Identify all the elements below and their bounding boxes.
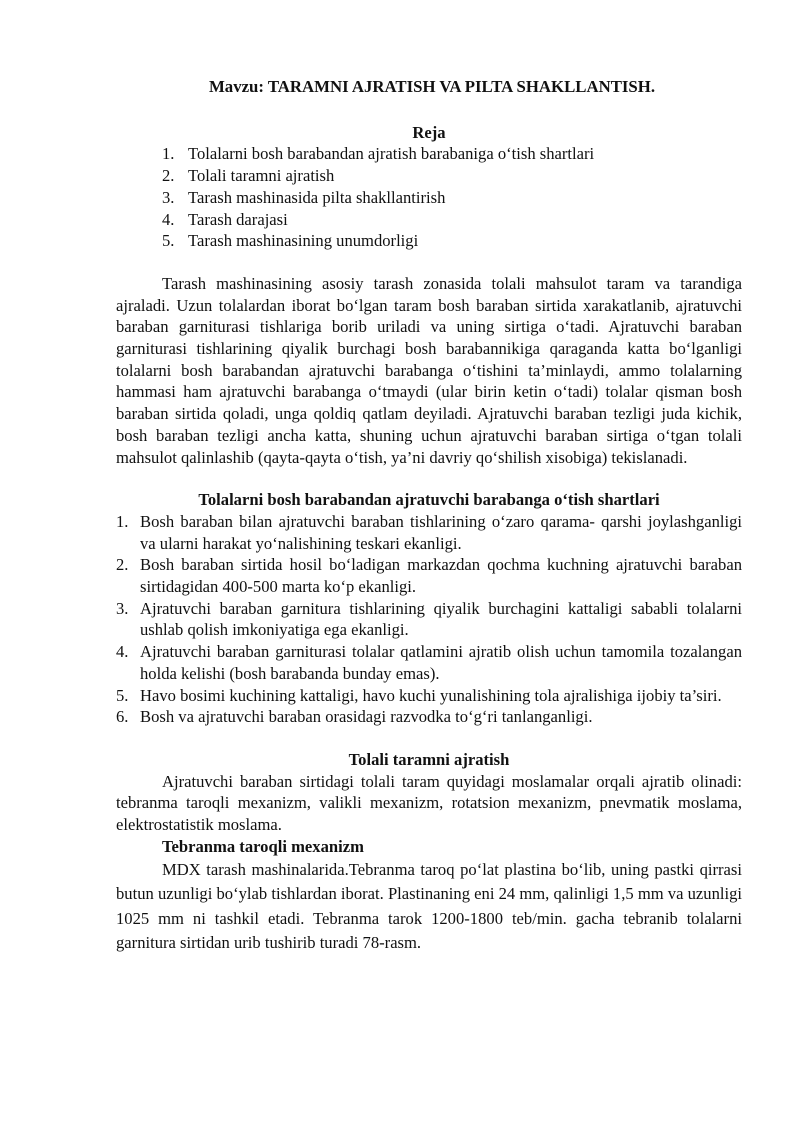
tebranma-paragraph: MDX tarash mashinalarida.Tebranma taroq po‘lat plastina bo‘lib, uning pastki qirrasi butun uzunligi bo‘ylab tishlardan iborat. Plastinaning eni 24 mm, qalinligi 1,5 mm va uzunligi 1025 mm ni tashkil etadi. Tebranma tarok 1200-1800 teb/min. gacha tebranib tolalarni garnitura sirtidan urib tushirib turadi 78-rasm. xyxy=(116,859,742,952)
tebranma-heading: Tebranma taroqli mexanizm xyxy=(162,836,364,856)
taram-paragraph: Ajratuvchi baraban sirtidagi tolali taram quyidagi moslamalar orqali ajratib olinadi: tebranma taroqli mexanizm, valikli mexanizm, rotatsion mexanizm, pnevmatik moslama, elektrostatistik moslama. xyxy=(116,771,742,835)
reja-list xyxy=(162,143,742,252)
condition-text: Havo bosimi kuchining kattaligi, havo kuchi yunalishining tola ajralishiga ijobiy ta’siri. xyxy=(140,685,722,705)
condition-text: Bosh va ajratuvchi baraban orasidagi razvodka to‘g‘ri tanlanganligi. xyxy=(140,707,593,727)
reja-item xyxy=(162,230,742,252)
condition-item xyxy=(116,706,742,728)
condition-item xyxy=(116,641,742,684)
condition-text: Ajratuvchi baraban garnitura tishlarining qiyalik burchagini kattaligi sababli tolalarni ushlab qolish imkoniyatiga ega ekanligi. xyxy=(140,598,742,640)
conditions-heading: Tolalarni bosh barabandan ajratuvchi barabanga o‘tish shartlari xyxy=(198,490,660,510)
condition-item xyxy=(116,554,742,597)
reja-item-text: Tolali taramni ajratish xyxy=(188,166,335,186)
conditions-list xyxy=(116,511,742,728)
list-number: 5. xyxy=(116,685,129,705)
reja-item-text: Tarash mashinasida pilta shakllantirish xyxy=(188,187,446,207)
condition-text: Bosh baraban sirtida hosil bo‘ladigan markazdan qochma kuchning ajratuvchi baraban sirtidagidan 400-500 marta ko‘p ekanligi. xyxy=(140,555,742,597)
reja-item xyxy=(162,165,742,187)
condition-item xyxy=(116,511,742,554)
taram-heading: Tolali taramni ajratish xyxy=(348,749,510,769)
condition-item xyxy=(116,685,742,707)
condition-item xyxy=(116,598,742,641)
list-number: 2. xyxy=(116,555,129,575)
reja-item-text: Tarash darajasi xyxy=(188,209,288,229)
intro-paragraph: Tarash mashinasining asosiy tarash zonasida tolali mahsulot taram va tarandiga ajraladi. Uzun tolalardan iborat bo‘lgan taram bosh baraban sirtida xarakatlanib, ajratuvchi baraban garniturasi tishlariga borib uriladi va uning sirtiga o‘tadi. Ajratuvchi baraban garniturasi tishlarining qiyalik burchagi bosh barabannikiga qaraganda katta bo‘lganligi tolalarni bosh barabandan ajratuvchi barabanga o‘tishini ta’minlaydi, ammo tolalarning hammasi ham ajratuvchi barabanga o‘tmaydi (ular birin ketin o‘tadi) tolalar qisman bosh baraban sirtida qoladi, unga qoldiq qatlam deyiladi. Ajratuvchi baraban tezligi juda kichik, bosh baraban tezligi ancha katta, shuning uchun ajratuvchi baraban sirtiga o‘tgan tolali mahsulot qalinlashib (qayta-qayta o‘tish, ya’ni davriy qo‘shilish xisobiga) tekislanadi. xyxy=(116,273,742,467)
list-number: 4. xyxy=(116,642,129,662)
list-number: 4. xyxy=(162,209,175,229)
reja-item-text: Tarash mashinasining unumdorligi xyxy=(188,231,419,251)
reja-item xyxy=(162,143,742,165)
reja-item xyxy=(162,209,742,231)
list-number: 2. xyxy=(162,166,175,186)
list-number: 3. xyxy=(162,187,175,207)
reja-item-text: Tolalarni bosh barabandan ajratish barabaniga o‘tish shartlari xyxy=(188,144,595,164)
list-number: 5. xyxy=(162,231,175,251)
condition-text: Ajratuvchi baraban garniturasi tolalar qatlamini ajratib olish uchun tamomila tozalangan holda kelishi (bosh barabanda bunday emas). xyxy=(140,642,742,683)
list-number: 3. xyxy=(116,598,129,618)
page-title: Mavzu: TARAMNI AJRATISH VA PILTA SHAKLLANTISH. xyxy=(208,77,656,96)
reja-item xyxy=(162,187,742,209)
list-number: 1. xyxy=(162,144,175,164)
list-number: 6. xyxy=(116,707,129,727)
list-number: 1. xyxy=(116,511,129,531)
condition-text: Bosh baraban bilan ajratuvchi baraban tishlarining o‘zaro qarama- qarshi joylashganligi va ularni harakat yo‘nalishining teskari ekanligi. xyxy=(140,511,742,553)
reja-heading: Reja xyxy=(412,122,446,142)
